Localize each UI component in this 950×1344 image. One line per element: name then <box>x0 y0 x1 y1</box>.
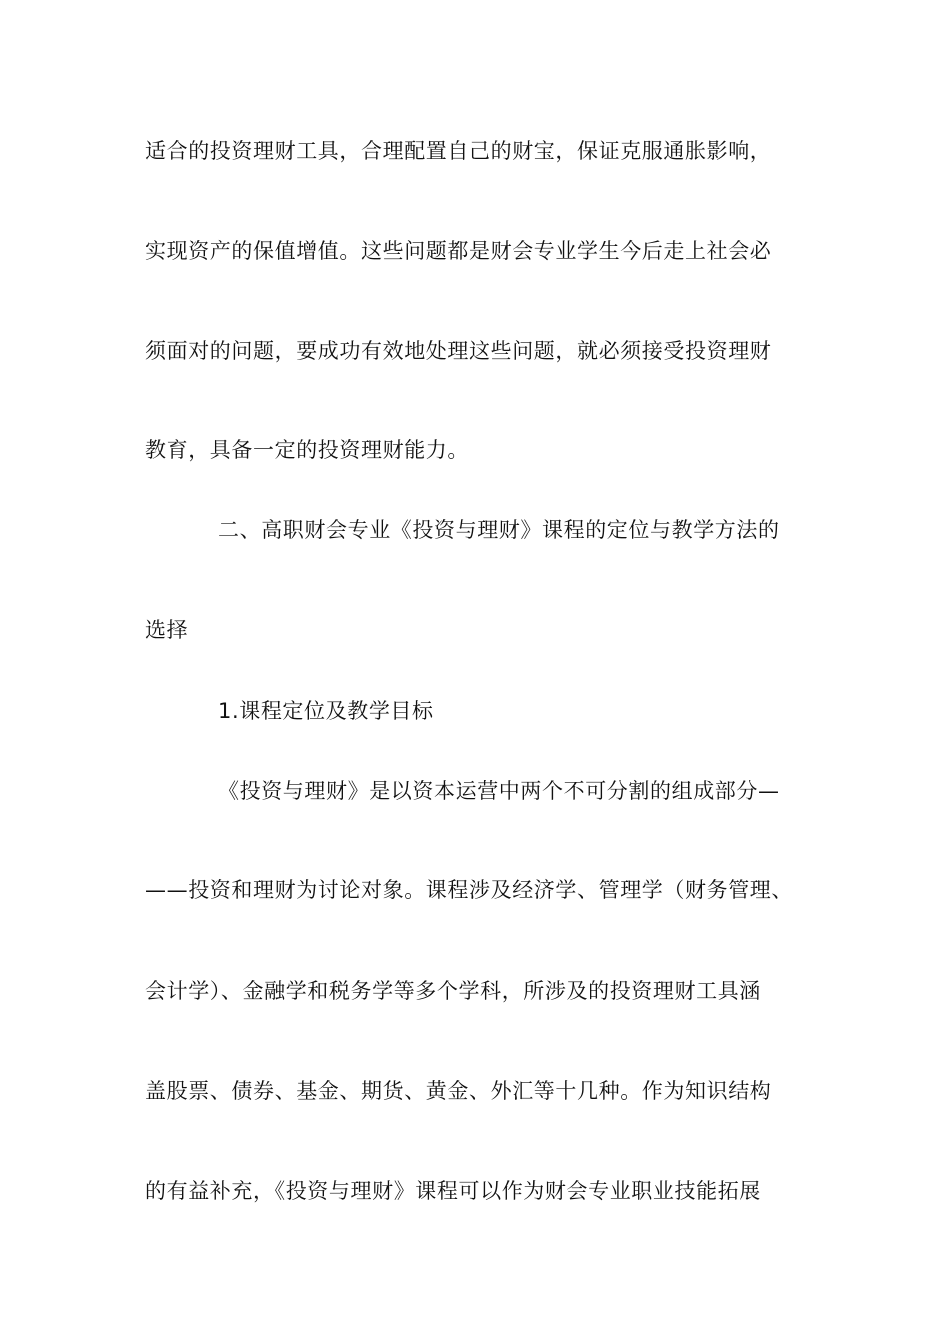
body-text-line: 《投资与理财》是以资本运营中两个不可分割的组成部分— <box>218 779 780 803</box>
body-text-line: 会计学）、金融学和税务学等多个学科，所涉及的投资理财工具涵 <box>145 979 761 1003</box>
body-text-line: 教育，具备一定的投资理财能力。 <box>145 438 469 462</box>
body-text-line: 的有益补充，《投资与理财》课程可以作为财会专业职业技能拓展 <box>145 1179 761 1203</box>
body-text-line: ——投资和理财为讨论对象。课程涉及经济学、管理学（财务管理、 <box>145 878 793 902</box>
body-text-line: 适合的投资理财工具，合理配置自己的财宝，保证克服通胀影响， <box>145 139 772 163</box>
body-text-line: 须面对的问题，要成功有效地处理这些问题，就必须接受投资理财 <box>145 339 772 363</box>
body-text-line: 盖股票、债券、基金、期货、黄金、外汇等十几种。作为知识结构 <box>145 1079 772 1103</box>
subsection-heading: 1.课程定位及教学目标 <box>218 699 434 723</box>
body-text-line: 实现资产的保值增值。这些问题都是财会专业学生今后走上社会必 <box>145 239 772 263</box>
section-heading: 二、高职财会专业《投资与理财》课程的定位与教学方法的 <box>218 518 780 542</box>
section-heading-continuation: 选择 <box>145 618 189 642</box>
